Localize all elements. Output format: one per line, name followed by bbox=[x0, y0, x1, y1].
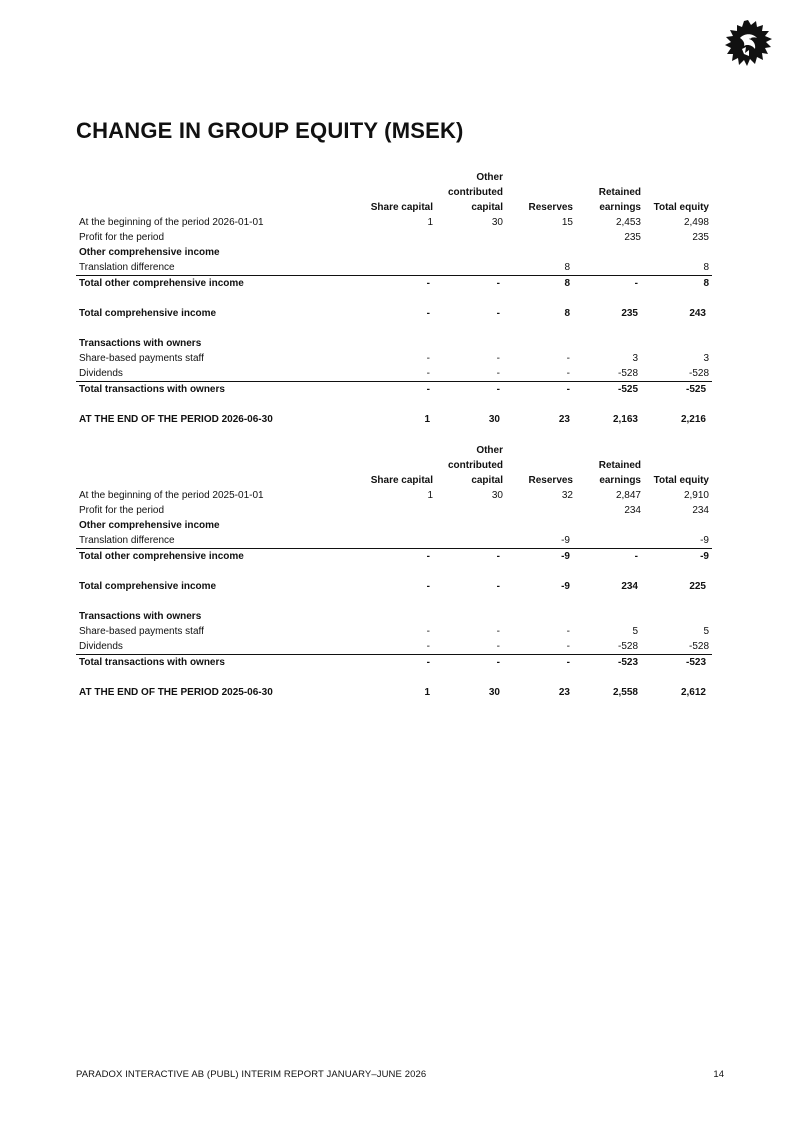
section-heading: Other comprehensive income bbox=[79, 247, 220, 258]
cell-retained-earnings: 235 bbox=[621, 308, 638, 319]
row-label: Dividends bbox=[76, 639, 361, 655]
cell-total-equity: 225 bbox=[689, 581, 706, 592]
header-total-equity: Total equity bbox=[653, 202, 709, 213]
cell-total-equity: 2,910 bbox=[683, 490, 709, 501]
cell-reserves: 23 bbox=[558, 414, 570, 425]
table-row bbox=[76, 655, 712, 671]
cell-share-capital: - bbox=[426, 551, 430, 562]
table-row bbox=[76, 579, 712, 594]
cell-share-capital: - bbox=[361, 366, 436, 382]
cell-retained-earnings: - bbox=[634, 551, 638, 562]
cell-share-capital: - bbox=[426, 308, 430, 319]
equity-table-2025 bbox=[76, 443, 712, 700]
cell-retained-earnings bbox=[576, 533, 644, 549]
row-label: Total transactions with owners bbox=[79, 384, 225, 395]
cell-other-capital: - bbox=[496, 657, 500, 668]
cell-retained-earnings: -523 bbox=[617, 657, 638, 668]
cell-retained-earnings: 2,453 bbox=[615, 217, 641, 228]
cell-reserves: 8 bbox=[506, 260, 576, 276]
row-label: At the beginning of the period 2025-01-01 bbox=[79, 490, 264, 501]
cell-share-capital: - bbox=[361, 639, 436, 655]
cell-total-equity: 234 bbox=[692, 505, 709, 516]
section-heading: Transactions with owners bbox=[79, 611, 202, 622]
cell-retained-earnings: 234 bbox=[624, 505, 641, 516]
header-reserves: Reserves bbox=[528, 475, 573, 486]
row-label: Profit for the period bbox=[79, 505, 165, 516]
cell-retained-earnings: -528 bbox=[576, 639, 644, 655]
table-row bbox=[76, 276, 712, 292]
cell-total-equity: 8 bbox=[644, 260, 712, 276]
row-label: Total comprehensive income bbox=[79, 581, 217, 592]
table-row bbox=[76, 245, 712, 260]
page-title: CHANGE IN GROUP EQUITY (MSEK) bbox=[76, 118, 464, 143]
cell-total-equity: 2,498 bbox=[683, 217, 709, 228]
cell-other-capital: 30 bbox=[488, 414, 500, 425]
cell-other-capital: - bbox=[496, 551, 500, 562]
cell-other-capital: 30 bbox=[491, 217, 503, 228]
cell-other-capital bbox=[436, 230, 506, 245]
table-row bbox=[76, 488, 712, 503]
cell-share-capital: - bbox=[426, 384, 430, 395]
cell-other-capital: - bbox=[436, 366, 506, 382]
cell-retained-earnings: -528 bbox=[576, 366, 644, 382]
table-row bbox=[76, 609, 712, 624]
cell-retained-earnings: 234 bbox=[621, 581, 638, 592]
cell-retained-earnings: 2,558 bbox=[612, 687, 638, 698]
cell-share-capital: - bbox=[426, 353, 430, 364]
cell-retained-earnings bbox=[576, 260, 644, 276]
row-label: AT THE END OF THE PERIOD 2025-06-30 bbox=[79, 687, 273, 698]
cell-other-capital bbox=[436, 533, 506, 549]
cell-other-capital: - bbox=[496, 626, 500, 637]
row-label: Dividends bbox=[76, 366, 361, 382]
cell-share-capital: - bbox=[426, 278, 430, 289]
cell-reserves bbox=[506, 230, 576, 245]
cell-total-equity: -523 bbox=[685, 657, 706, 668]
table-row bbox=[76, 549, 712, 565]
cell-reserves: 23 bbox=[558, 687, 570, 698]
table-row bbox=[76, 366, 712, 382]
cell-share-capital: 1 bbox=[427, 217, 433, 228]
cell-retained-earnings: 2,847 bbox=[615, 490, 641, 501]
header-reserves: Reserves bbox=[528, 202, 573, 213]
cell-total-equity: -528 bbox=[644, 639, 712, 655]
cell-retained-earnings: 2,163 bbox=[612, 414, 638, 425]
table-row bbox=[76, 624, 712, 639]
section-heading: Other comprehensive income bbox=[79, 520, 220, 531]
cell-reserves: 8 bbox=[564, 278, 570, 289]
cell-other-capital bbox=[436, 503, 506, 518]
row-label: Share-based payments staff bbox=[79, 626, 204, 637]
table-row bbox=[76, 412, 712, 427]
row-label: Total transactions with owners bbox=[79, 657, 225, 668]
cell-reserves: - bbox=[566, 353, 570, 364]
cell-total-equity: 2,216 bbox=[680, 414, 706, 425]
cell-reserves: -9 bbox=[506, 533, 576, 549]
cell-total-equity: 2,612 bbox=[680, 687, 706, 698]
equity-table-2026 bbox=[76, 170, 712, 427]
table-row bbox=[76, 230, 712, 245]
cell-total-equity: -9 bbox=[700, 551, 709, 562]
cell-other-capital: 30 bbox=[491, 490, 503, 501]
cell-share-capital: - bbox=[426, 657, 430, 668]
header-total-equity: Total equity bbox=[653, 475, 709, 486]
cell-retained-earnings: 5 bbox=[632, 626, 638, 637]
table-row bbox=[76, 685, 712, 700]
table-row bbox=[76, 503, 712, 518]
cell-other-capital: - bbox=[496, 308, 500, 319]
section-heading: Transactions with owners bbox=[79, 338, 202, 349]
table-row bbox=[76, 518, 712, 533]
table-body-2025 bbox=[76, 488, 712, 700]
row-label: AT THE END OF THE PERIOD 2026-06-30 bbox=[79, 414, 273, 425]
cell-total-equity: 235 bbox=[692, 232, 709, 243]
cell-share-capital bbox=[361, 533, 436, 549]
table-row bbox=[76, 306, 712, 321]
cell-retained-earnings: - bbox=[634, 278, 638, 289]
header-retained-earnings: Retained earnings bbox=[598, 187, 641, 213]
row-label: Profit for the period bbox=[79, 232, 165, 243]
table-row bbox=[76, 215, 712, 230]
cell-other-capital: - bbox=[436, 639, 506, 655]
cell-other-capital: - bbox=[496, 384, 500, 395]
cell-reserves: -9 bbox=[561, 581, 570, 592]
header-share-capital: Share capital bbox=[370, 475, 433, 486]
cell-other-capital: - bbox=[496, 581, 500, 592]
cell-retained-earnings: 3 bbox=[632, 353, 638, 364]
cell-total-equity: -528 bbox=[644, 366, 712, 382]
header-share-capital: Share capital bbox=[370, 202, 433, 213]
table-row bbox=[76, 260, 712, 276]
header-retained-earnings: Retained earnings bbox=[598, 460, 641, 486]
cell-reserves: - bbox=[566, 384, 570, 395]
table-body-2026 bbox=[76, 215, 712, 427]
cell-reserves: - bbox=[506, 639, 576, 655]
cell-share-capital: 1 bbox=[424, 414, 430, 425]
cell-total-equity: 3 bbox=[703, 353, 709, 364]
cell-share-capital: - bbox=[426, 626, 430, 637]
cell-share-capital: - bbox=[426, 581, 430, 592]
row-label: At the beginning of the period 2026-01-01 bbox=[79, 217, 264, 228]
page-number: 14 bbox=[713, 1069, 724, 1080]
cell-reserves bbox=[506, 503, 576, 518]
cell-share-capital bbox=[361, 230, 436, 245]
cell-other-capital: - bbox=[496, 353, 500, 364]
cell-total-equity: -525 bbox=[685, 384, 706, 395]
cell-other-capital: - bbox=[496, 278, 500, 289]
cell-share-capital bbox=[361, 503, 436, 518]
cell-reserves: 32 bbox=[561, 490, 573, 501]
row-label: Share-based payments staff bbox=[79, 353, 204, 364]
table-row bbox=[76, 639, 712, 655]
cell-retained-earnings: 235 bbox=[624, 232, 641, 243]
cell-total-equity: 243 bbox=[689, 308, 706, 319]
header-other-contributed-capital: Other contributed capital bbox=[448, 172, 503, 213]
header-label-blank bbox=[76, 170, 361, 215]
table-row bbox=[76, 336, 712, 351]
paradox-dragon-logo-icon bbox=[720, 16, 776, 72]
row-label: Total other comprehensive income bbox=[79, 278, 244, 289]
footer-report-title: PARADOX INTERACTIVE AB (PUBL) INTERIM REPORT JANUARY–JUNE 2026 bbox=[76, 1069, 427, 1080]
cell-reserves: - bbox=[566, 626, 570, 637]
cell-share-capital: 1 bbox=[427, 490, 433, 501]
row-label: Total comprehensive income bbox=[79, 308, 217, 319]
cell-other-capital: 30 bbox=[488, 687, 500, 698]
cell-share-capital bbox=[361, 260, 436, 276]
cell-reserves: 8 bbox=[564, 308, 570, 319]
row-label: Total other comprehensive income bbox=[79, 551, 244, 562]
cell-reserves: - bbox=[566, 657, 570, 668]
cell-total-equity: 8 bbox=[703, 278, 709, 289]
cell-reserves: - bbox=[506, 366, 576, 382]
row-label: Translation difference bbox=[76, 260, 361, 276]
cell-other-capital bbox=[436, 260, 506, 276]
row-label: Translation difference bbox=[76, 533, 361, 549]
table-row bbox=[76, 382, 712, 398]
cell-total-equity: 5 bbox=[703, 626, 709, 637]
cell-total-equity: -9 bbox=[644, 533, 712, 549]
header-label-blank bbox=[76, 443, 361, 488]
cell-retained-earnings: -525 bbox=[617, 384, 638, 395]
cell-reserves: 15 bbox=[561, 217, 573, 228]
table-row bbox=[76, 351, 712, 366]
cell-reserves: -9 bbox=[561, 551, 570, 562]
table-row bbox=[76, 533, 712, 549]
header-other-contributed-capital: Other contributed capital bbox=[448, 445, 503, 486]
cell-share-capital: 1 bbox=[424, 687, 430, 698]
